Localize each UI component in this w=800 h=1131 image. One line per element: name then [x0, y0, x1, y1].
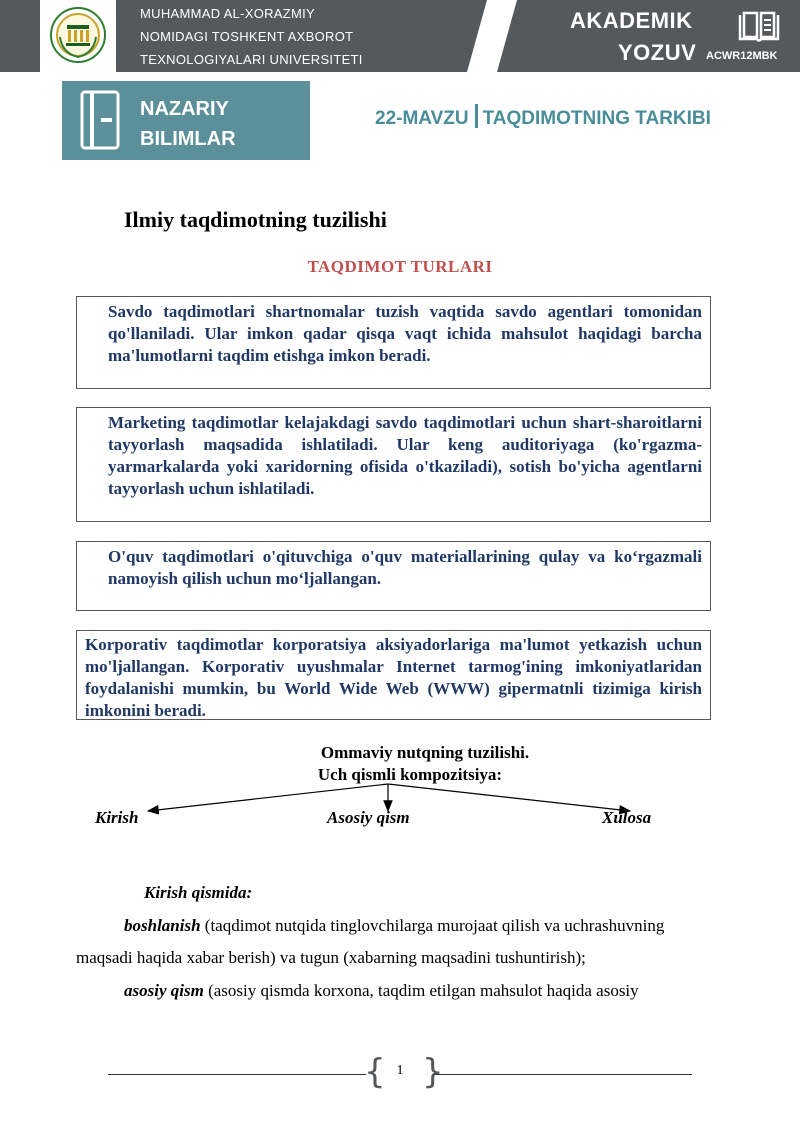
term-asosiy-qism: asosiy qism: [124, 981, 204, 1000]
intro-section-heading: Kirish qismida:: [144, 883, 253, 902]
course-code: ACWR12MBK: [706, 50, 778, 62]
section-label: NAZARIY BILIMLAR: [140, 98, 236, 150]
brand-subtitle: YOZUV: [618, 40, 697, 65]
right-brace-icon: }: [422, 1052, 444, 1092]
paragraph-2-line-1: asosiy qism (asosiy qismda korxona, taqdim etilgan mahsulot haqida asosiy: [124, 981, 639, 1000]
paragraph-1-line-2: maqsadi haqida xabar berish) va tugun (xabarning maqsadini tushuntirish);: [76, 948, 586, 967]
presentation-type-box-corporate: Korporativ taqdimotlar korporatsiya aksiyadorlariga ma'lumot yetkazish uchun mo'ljallangan. Korporativ uyushmalar Internet tarmog'ining imkoniyatlaridan foydalanishi mumkin, bu World Wide Web (WWW) gipermatnli tizimiga kirish imkonini beradi.: [76, 630, 711, 720]
footer-rule-left: [108, 1074, 366, 1075]
university-name-line-3: TEXNOLOGIYALARI UNIVERSITETI: [140, 52, 363, 67]
topic-separator: [475, 104, 478, 128]
university-name-line-2: NOMIDAGI TOSHKENT AXBOROT: [140, 29, 354, 44]
university-name-line-1: MUHAMMAD AL-XORAZMIY: [140, 6, 316, 21]
presentation-type-box-educational: O'quv taqdimotlari o'qituvchiga o'quv materiallarining qulay va ko‘rgazmali namoyish qilish uchun mo‘ljallangan.: [76, 541, 711, 611]
footer-rule-right: [434, 1074, 692, 1075]
part-conclusion-label: Xulosa: [602, 808, 652, 827]
part-main-label: Asosiy qism: [327, 808, 410, 827]
term-boshlanish: boshlanish: [124, 916, 201, 935]
page-number: 1: [396, 1063, 404, 1078]
presentation-type-box-sales: Savdo taqdimotlari shartnomalar tuzish vaqtida savdo agentlari tomonidan qo'llaniladi. Ular imkon qadar qisqa vaqt ichida mahsulot haqidagi barcha ma'lumotlarni taqdim etishga imkon beradi.: [76, 296, 711, 389]
open-book-icon: [738, 11, 780, 43]
brand-title: AKADEMIK: [570, 8, 693, 33]
types-title: TAQDIMOT TURLARI: [307, 257, 493, 276]
left-brace-icon: {: [364, 1052, 386, 1092]
presentation-type-box-marketing: Marketing taqdimotlar kelajakdagi savdo taqdimotlari uchun shart-sharoitlarni tayyorlash maqsadida ishlatiladi. Ular keng auditoriyaga (ko'rgazma-yarmarkalarda yoki xaridorning ofisida o'tkaziladi), sotish bo'yicha agentlarni tayyorlash uchun ishlatiladi.: [76, 407, 711, 522]
topic-name: TAQDIMOTNING TARKIBI: [482, 108, 711, 129]
structure-subtitle: Uch qismli kompozitsiya:: [317, 765, 503, 784]
document-icon: [80, 90, 120, 150]
paragraph-1-line-1: boshlanish (taqdimot nutqida tinglovchilarga murojaat qilish va uchrashuvning: [124, 916, 665, 935]
topic-title: [375, 104, 711, 130]
structure-title: Ommaviy nutqning tuzilishi.: [320, 743, 530, 762]
part-intro-label: Kirish: [95, 808, 139, 827]
topic-number: 22-MAVZU: [375, 108, 469, 129]
page-heading: Ilmiy taqdimotning tuzilishi: [124, 207, 387, 232]
